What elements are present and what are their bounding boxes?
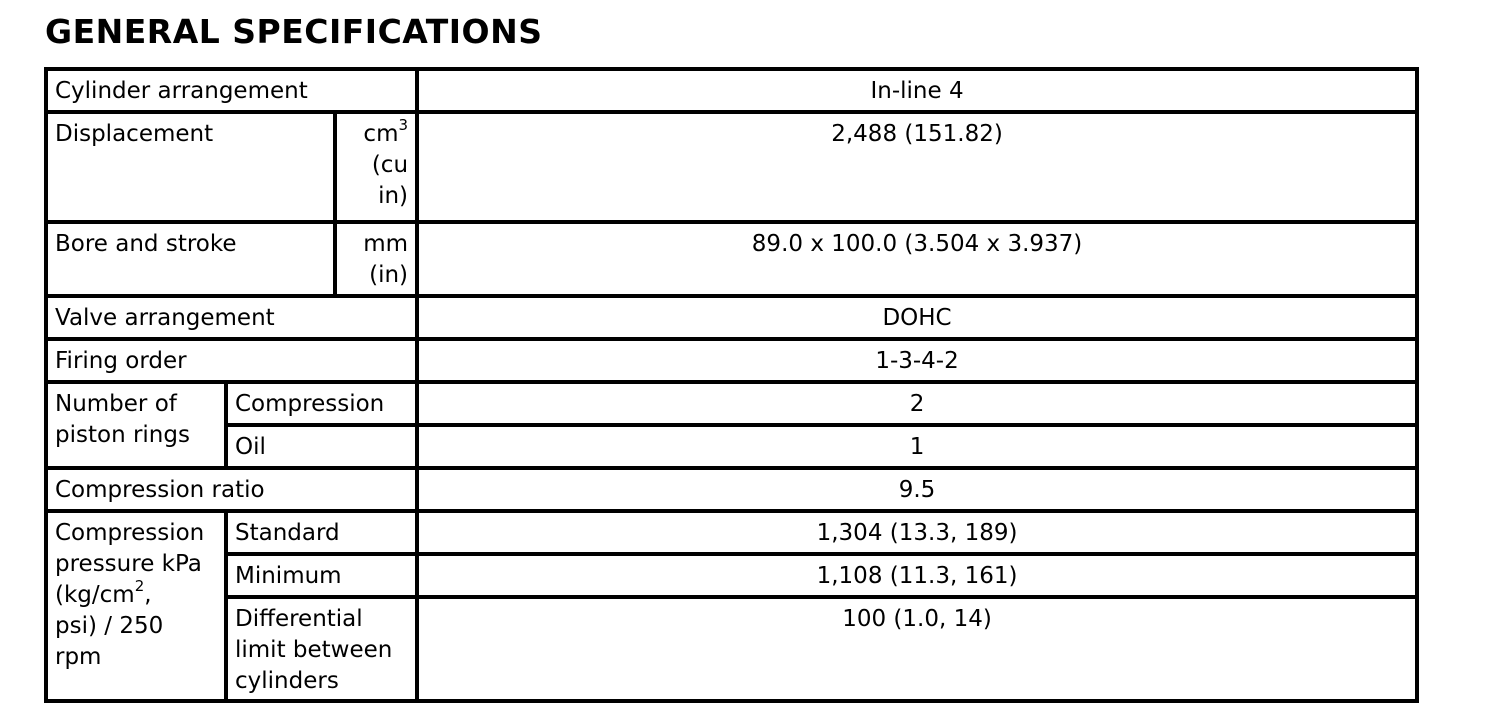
- differential-label-line1: Differential: [235, 606, 363, 632]
- compression-pressure-standard-label: Standard: [226, 511, 417, 554]
- bore-stroke-value: 89.0 x 100.0 (3.504 x 3.937): [417, 222, 1417, 296]
- table-row: [46, 69, 1417, 112]
- bore-stroke-label: Bore and stroke: [46, 222, 335, 296]
- displacement-unit-line2: (cu: [371, 152, 409, 178]
- piston-rings-compression-label: Compression: [226, 382, 417, 425]
- table-row: [46, 112, 1417, 222]
- displacement-unit-line3: in): [378, 183, 409, 209]
- table-row: [46, 339, 1417, 382]
- compression-pressure-label-line3: (kg/cm: [55, 582, 135, 608]
- differential-label-line3: cylinders: [235, 668, 339, 694]
- piston-rings-label-line2: piston rings: [55, 422, 190, 448]
- table-row: [46, 222, 1417, 296]
- piston-rings-oil-label: Oil: [226, 425, 417, 468]
- compression-ratio-value: 9.5: [417, 468, 1417, 511]
- compression-pressure-label-line3-tail: ,: [144, 582, 152, 608]
- compression-pressure-label-sup: 2: [134, 577, 145, 596]
- cylinder-arrangement-value: In-line 4: [417, 69, 1417, 112]
- displacement-value: 2,488 (151.82): [417, 112, 1417, 222]
- compression-pressure-differential-value: 100 (1.0, 14): [417, 597, 1417, 701]
- displacement-label: Displacement: [46, 112, 335, 222]
- valve-arrangement-value: DOHC: [417, 296, 1417, 339]
- valve-arrangement-label: Valve arrangement: [46, 296, 417, 339]
- table-row: [46, 511, 1417, 554]
- cylinder-arrangement-label: Cylinder arrangement: [46, 69, 417, 112]
- compression-pressure-minimum-label: Minimum: [226, 554, 417, 597]
- page-title: GENERAL SPECIFICATIONS: [45, 12, 543, 51]
- compression-ratio-label: Compression ratio: [46, 468, 417, 511]
- general-specifications-table: [44, 67, 1419, 703]
- table-row: [46, 425, 1417, 468]
- piston-rings-label: [46, 382, 226, 468]
- bore-stroke-unit-line1: mm: [363, 231, 409, 257]
- compression-pressure-differential-label: [226, 597, 417, 701]
- table-row: [46, 468, 1417, 511]
- differential-label-line2: limit between: [235, 637, 393, 663]
- firing-order-label: Firing order: [46, 339, 417, 382]
- compression-pressure-label-line1: Compression: [55, 520, 205, 546]
- table-row: [46, 554, 1417, 597]
- piston-rings-compression-value: 2: [417, 382, 1417, 425]
- compression-pressure-label-line5: rpm: [55, 644, 102, 670]
- compression-pressure-minimum-value: 1,108 (11.3, 161): [417, 554, 1417, 597]
- displacement-unit: [335, 112, 417, 222]
- firing-order-value: 1-3-4-2: [417, 339, 1417, 382]
- bore-stroke-unit-line2: (in): [369, 262, 409, 288]
- displacement-unit-main: cm: [363, 121, 399, 147]
- compression-pressure-label-line2: pressure kPa: [55, 551, 202, 577]
- compression-pressure-label: [46, 511, 226, 701]
- bore-stroke-unit: [335, 222, 417, 296]
- table-row: [46, 382, 1417, 425]
- piston-rings-label-line1: Number of: [55, 391, 177, 417]
- compression-pressure-label-line4: psi) / 250: [55, 613, 164, 639]
- table-row: [46, 296, 1417, 339]
- displacement-unit-sup: 3: [398, 116, 409, 135]
- piston-rings-oil-value: 1: [417, 425, 1417, 468]
- compression-pressure-standard-value: 1,304 (13.3, 189): [417, 511, 1417, 554]
- table-row: [46, 597, 1417, 701]
